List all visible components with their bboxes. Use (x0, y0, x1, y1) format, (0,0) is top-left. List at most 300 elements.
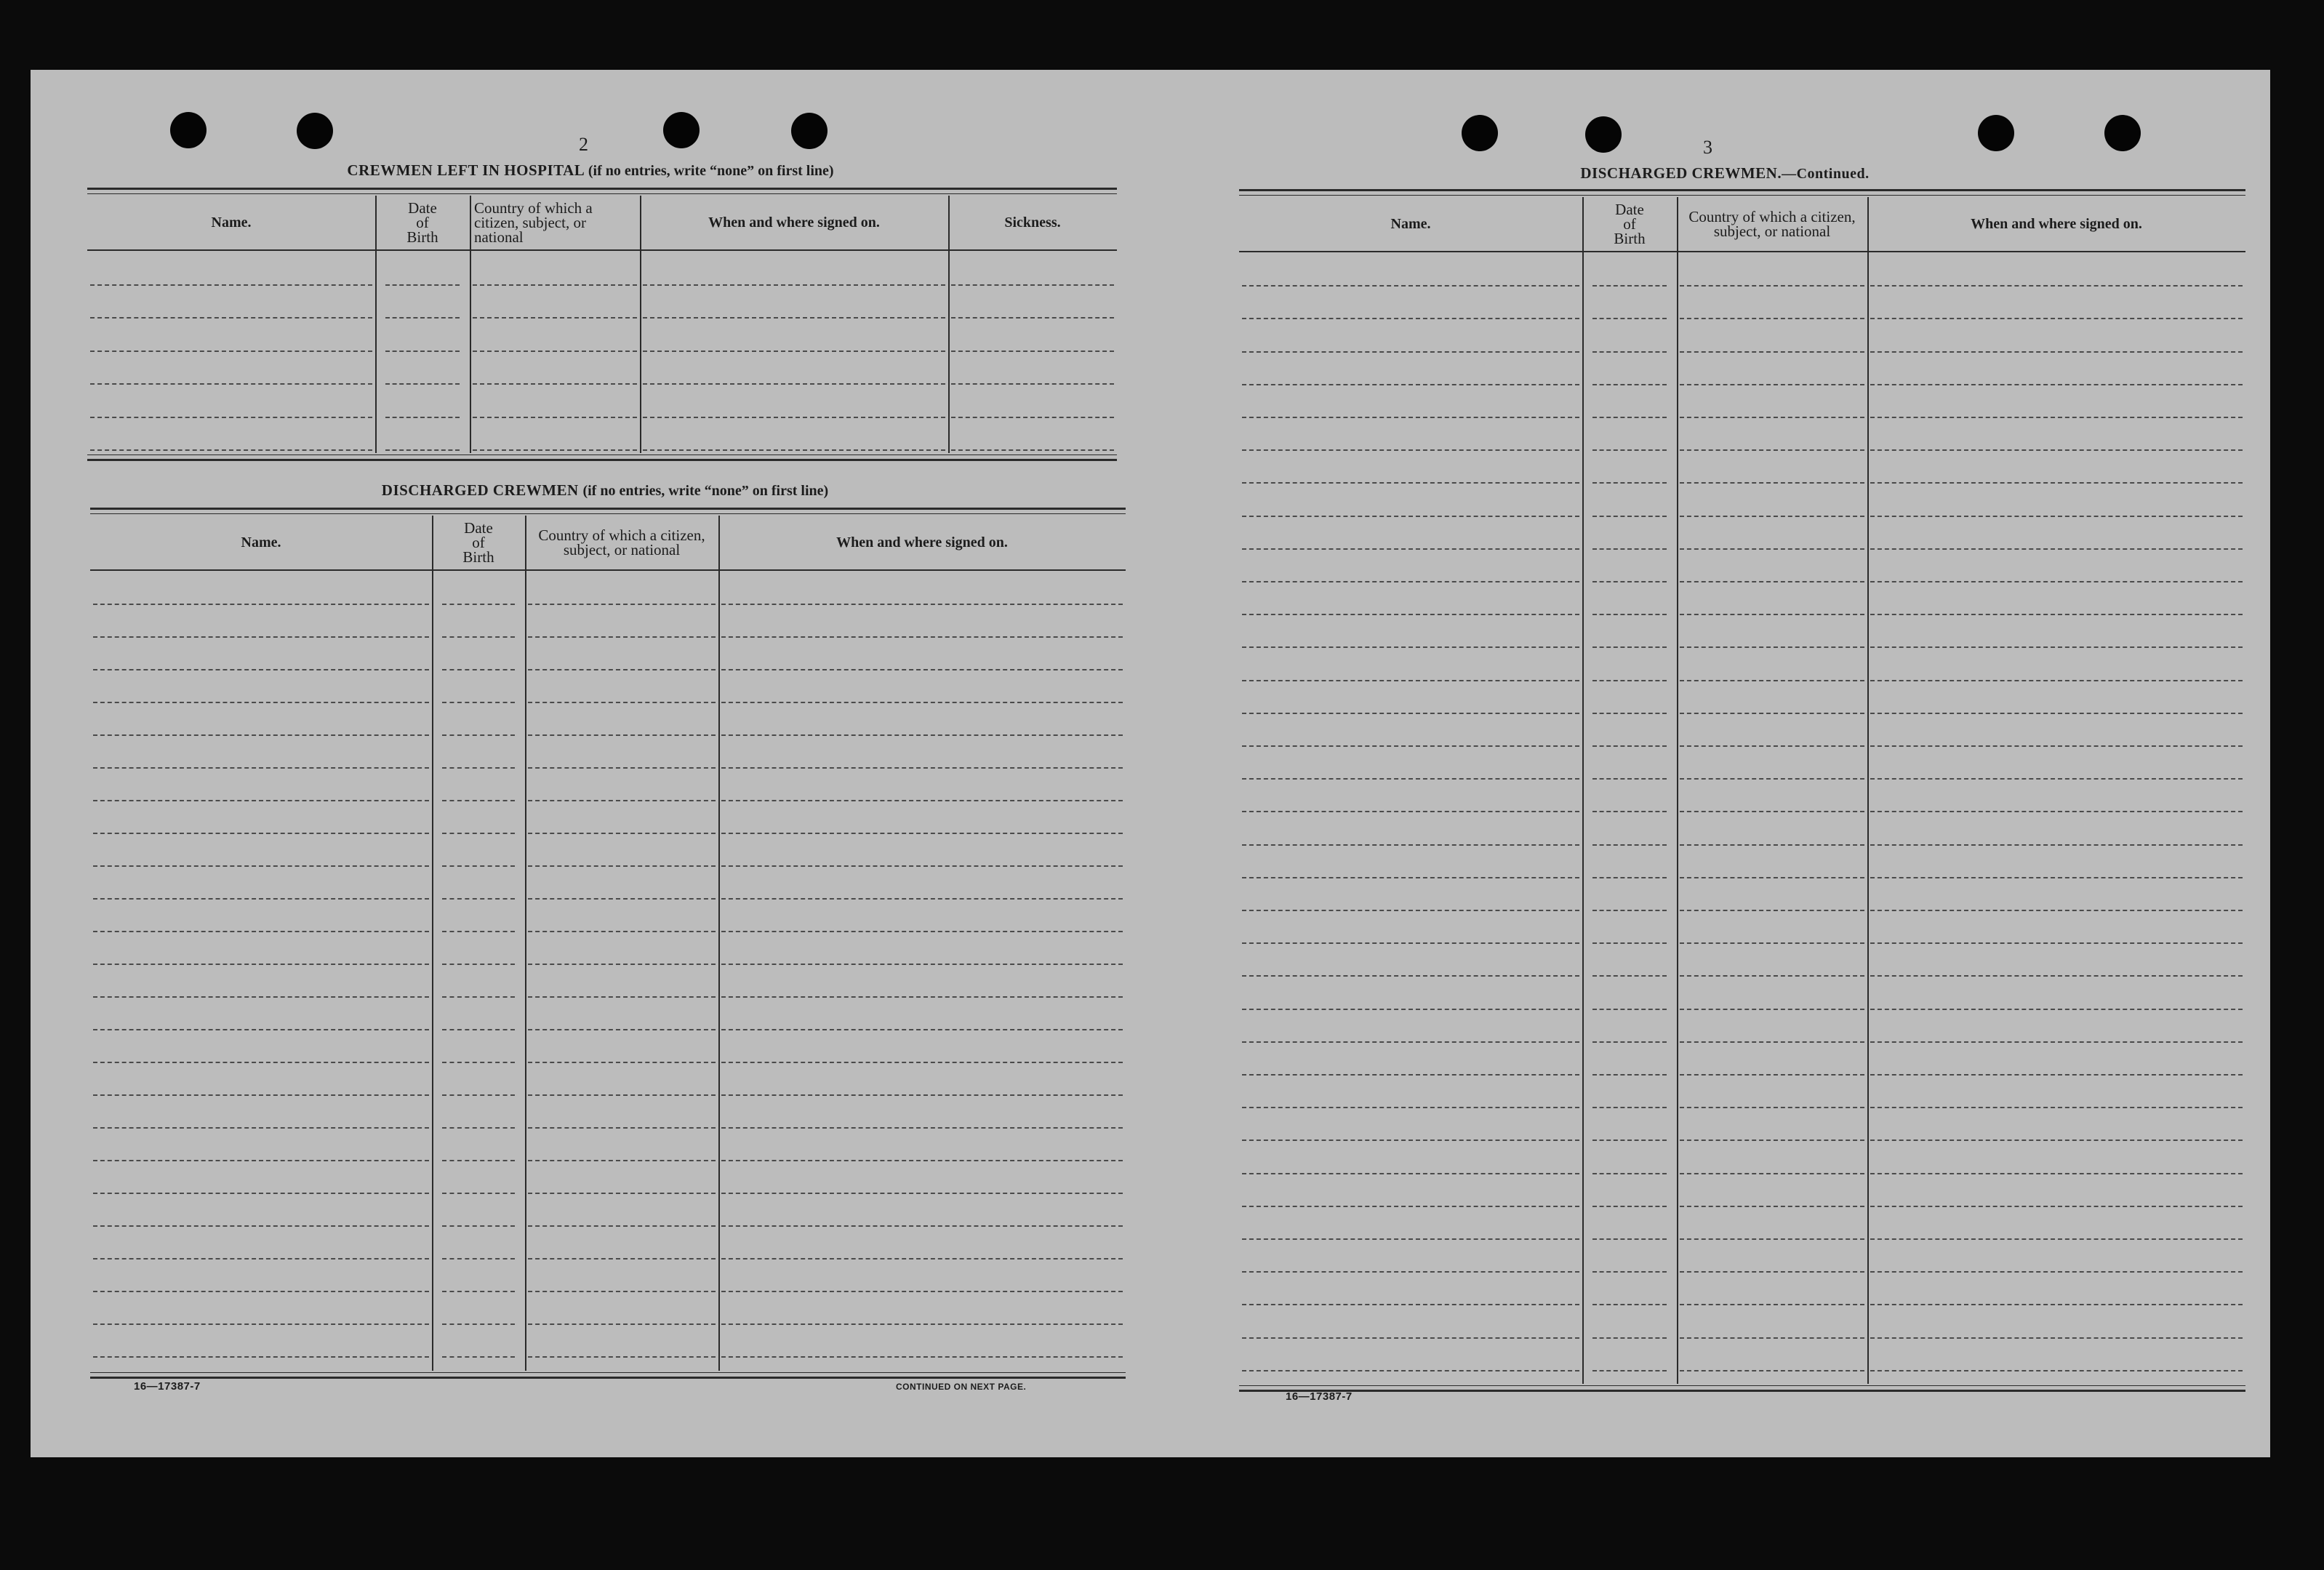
entry-line (1592, 1304, 1667, 1305)
entry-line (385, 317, 460, 319)
entry-line (442, 1127, 515, 1129)
entry-line (93, 1193, 429, 1194)
punch-hole (791, 113, 828, 149)
entry-line (1870, 1238, 2243, 1240)
entry-line (528, 767, 716, 769)
entry-line (1592, 318, 1667, 319)
entry-line (90, 284, 372, 286)
right-page (1150, 70, 2270, 1457)
entry-line (442, 1323, 515, 1325)
entry-line (1680, 1140, 1864, 1141)
entry-line (442, 636, 515, 638)
entry-line (528, 1029, 716, 1030)
entry-line (1680, 1009, 1864, 1010)
entry-line (90, 417, 372, 418)
entry-line (1242, 1337, 1579, 1339)
column-header-name: Name. (1390, 215, 1431, 232)
column-divider (640, 196, 641, 453)
column-divider (948, 196, 950, 453)
form-code: 16—17387-7 (1286, 1390, 1353, 1403)
document-sheet (31, 70, 2270, 1457)
entry-line (951, 284, 1114, 286)
entry-line (528, 669, 716, 670)
entry-line (442, 1062, 515, 1063)
discharged-table (90, 508, 1126, 1379)
column-divider (1677, 197, 1678, 1384)
entry-line (1592, 1041, 1667, 1043)
entry-line (1870, 1173, 2243, 1174)
entry-line (90, 449, 372, 451)
entry-line (1680, 877, 1864, 878)
column-header-signed-on: When and where signed on. (1971, 215, 2142, 232)
entry-line (1680, 778, 1864, 780)
entry-line (528, 996, 716, 998)
entry-line (1242, 449, 1579, 451)
entry-line (1242, 975, 1579, 977)
hospital-title-note: (if no entries, write “none” on first line) (588, 163, 834, 179)
entry-line (1870, 877, 2243, 878)
entry-line (1870, 351, 2243, 353)
entry-line (1870, 1337, 2243, 1339)
entry-line (1242, 516, 1579, 517)
entry-line (1592, 581, 1667, 582)
entry-line (721, 800, 1123, 801)
entry-line (385, 284, 460, 286)
entry-line (721, 833, 1123, 834)
entry-line (721, 1127, 1123, 1129)
column-divider (1867, 197, 1869, 1384)
entry-line (1592, 351, 1667, 353)
entry-line (528, 898, 716, 900)
entry-line (1242, 417, 1579, 418)
entry-line (442, 996, 515, 998)
entry-line (1680, 1337, 1864, 1339)
date-of-birth-label: Date of Birth (462, 519, 494, 566)
entry-line (1680, 384, 1864, 385)
entry-line (442, 898, 515, 900)
entry-line (1680, 318, 1864, 319)
entry-line (951, 317, 1114, 319)
entry-line (1680, 1206, 1864, 1207)
entry-line (528, 1160, 716, 1161)
entry-line (1870, 778, 2243, 780)
entry-line (90, 383, 372, 385)
entry-line (1680, 680, 1864, 681)
entry-line (528, 636, 716, 638)
entry-line (1592, 548, 1667, 550)
entry-line (1592, 417, 1667, 418)
entry-line (1870, 1206, 2243, 1207)
entry-line (1870, 449, 2243, 451)
entry-line (1242, 811, 1579, 812)
hospital-title-text: CREWMEN LEFT IN HOSPITAL (347, 161, 585, 179)
entry-line (442, 734, 515, 736)
entry-line (1242, 581, 1579, 582)
entry-line (442, 767, 515, 769)
entry-line (1242, 614, 1579, 615)
entry-line (721, 1029, 1123, 1030)
entry-line (528, 1291, 716, 1292)
entry-line (528, 833, 716, 834)
entry-line (951, 383, 1114, 385)
entry-line (1242, 548, 1579, 550)
entry-line (528, 865, 716, 867)
entry-line (643, 417, 945, 418)
entry-line (1870, 910, 2243, 911)
entry-line (1870, 646, 2243, 648)
left-page (31, 70, 1150, 1457)
entry-line (385, 351, 460, 352)
entry-line (93, 931, 429, 932)
entry-line (528, 1323, 716, 1325)
entry-line (1870, 745, 2243, 747)
entry-line (1592, 844, 1667, 846)
entry-line (1592, 877, 1667, 878)
entry-line (473, 383, 637, 385)
punch-hole (297, 113, 333, 149)
entry-line (1680, 713, 1864, 714)
entry-line (528, 734, 716, 736)
entry-line (1592, 1370, 1667, 1371)
entry-line (1592, 713, 1667, 714)
entry-line (1242, 680, 1579, 681)
entry-line (93, 1094, 429, 1096)
entry-line (1870, 581, 2243, 582)
entry-line (528, 1127, 716, 1129)
entry-line (1242, 1238, 1579, 1240)
entry-line (1680, 1041, 1864, 1043)
entry-line (1242, 844, 1579, 846)
entry-line (1680, 1304, 1864, 1305)
entry-line (1242, 1041, 1579, 1043)
entry-line (93, 1323, 429, 1325)
entry-line (1592, 285, 1667, 287)
entry-line (721, 865, 1123, 867)
column-header-country: Country of which a citizen, subject, or national (1688, 208, 1856, 240)
entry-line (93, 898, 429, 900)
entry-line (1592, 942, 1667, 944)
entry-line (1592, 778, 1667, 780)
entry-line (1680, 910, 1864, 911)
entry-line (442, 702, 515, 703)
column-divider (470, 196, 471, 453)
entry-line (442, 1160, 515, 1161)
entry-line (1870, 384, 2243, 385)
entry-line (1680, 1271, 1864, 1273)
entry-line (93, 767, 429, 769)
entry-line (721, 1225, 1123, 1227)
entry-line (93, 964, 429, 965)
entry-line (1680, 285, 1864, 287)
entry-line (1242, 285, 1579, 287)
entry-line (528, 964, 716, 965)
discharged-section-title (85, 481, 1125, 500)
entry-line (93, 702, 429, 703)
entry-line (442, 865, 515, 867)
entry-line (721, 996, 1123, 998)
column-divider (375, 196, 377, 453)
entry-line (721, 1258, 1123, 1259)
entry-line (643, 284, 945, 286)
entry-line (90, 317, 372, 319)
entry-line (442, 604, 515, 605)
entry-line (721, 1193, 1123, 1194)
entry-line (1242, 646, 1579, 648)
date-of-birth-label: Date of Birth (1614, 201, 1646, 247)
entry-line (1870, 548, 2243, 550)
entry-line (1242, 384, 1579, 385)
entry-line (1680, 745, 1864, 747)
entry-line (442, 1094, 515, 1096)
entry-line (1242, 877, 1579, 878)
entry-line (385, 449, 460, 451)
entry-line (1592, 1173, 1667, 1174)
entry-line (528, 1094, 716, 1096)
entry-line (385, 383, 460, 385)
entry-line (1680, 516, 1864, 517)
entry-line (721, 964, 1123, 965)
entry-line (1870, 417, 2243, 418)
entry-line (442, 1291, 515, 1292)
entry-line (1242, 713, 1579, 714)
entry-line (93, 1160, 429, 1161)
entry-line (1242, 1271, 1579, 1273)
entry-line (1680, 1173, 1864, 1174)
entry-line (643, 383, 945, 385)
entry-line (1592, 482, 1667, 484)
entry-line (1870, 942, 2243, 944)
column-divider (1582, 197, 1584, 1384)
discharged-continued-title-text: DISCHARGED CREWMEN. (1580, 164, 1782, 182)
column-header-date-of-birth (432, 516, 525, 569)
entry-line (93, 800, 429, 801)
entry-line (442, 931, 515, 932)
entry-line (1592, 1107, 1667, 1108)
entry-line (1242, 318, 1579, 319)
entry-line (528, 1356, 716, 1358)
column-divider (718, 516, 720, 1371)
entry-line (1680, 1107, 1864, 1108)
entry-line (385, 417, 460, 418)
page-number: 2 (579, 134, 588, 155)
entry-line (1870, 318, 2243, 319)
entry-line (721, 1291, 1123, 1292)
entry-line (442, 964, 515, 965)
entry-line (442, 1029, 515, 1030)
entry-line (473, 284, 637, 286)
entry-line (1870, 1107, 2243, 1108)
entry-line (721, 1160, 1123, 1161)
form-code: 16—17387-7 (134, 1380, 201, 1393)
column-header-date-of-birth (375, 196, 470, 249)
page-number: 3 (1703, 137, 1712, 158)
entry-line (1242, 1173, 1579, 1174)
entry-line (1592, 1074, 1667, 1076)
entry-line (1870, 516, 2243, 517)
discharged-title-text: DISCHARGED CREWMEN (381, 481, 579, 499)
entry-line (721, 636, 1123, 638)
entry-line (1592, 1140, 1667, 1141)
entry-line (93, 996, 429, 998)
entry-line (1870, 713, 2243, 714)
continued-label: —Continued. (1782, 166, 1870, 182)
entry-line (93, 865, 429, 867)
column-header-sickness: Sickness. (1004, 214, 1061, 231)
entry-line (93, 734, 429, 736)
entry-line (951, 417, 1114, 418)
entry-line (1592, 1206, 1667, 1207)
entry-line (1870, 482, 2243, 484)
entry-line (473, 351, 637, 352)
entry-line (1870, 285, 2243, 287)
entry-line (1592, 646, 1667, 648)
entry-line (442, 800, 515, 801)
entry-line (1680, 1238, 1864, 1240)
entry-line (93, 1062, 429, 1063)
column-header-signed-on: When and where signed on. (708, 214, 880, 231)
entry-line (1680, 1074, 1864, 1076)
entry-line (442, 833, 515, 834)
entry-line (1242, 910, 1579, 911)
entry-line (1870, 680, 2243, 681)
entry-line (528, 702, 716, 703)
punch-hole (1978, 115, 2014, 151)
entry-line (1680, 975, 1864, 977)
entry-line (93, 1225, 429, 1227)
entry-line (473, 449, 637, 451)
entry-line (473, 417, 637, 418)
entry-line (721, 604, 1123, 605)
column-divider (432, 516, 433, 1371)
entry-line (1680, 581, 1864, 582)
entry-line (93, 636, 429, 638)
entry-line (1680, 417, 1864, 418)
entry-line (528, 1258, 716, 1259)
hospital-table (87, 188, 1117, 461)
entry-line (1592, 614, 1667, 615)
entry-line (721, 1356, 1123, 1358)
entry-line (1242, 1304, 1579, 1305)
entry-line (1870, 1271, 2243, 1273)
entry-line (1680, 942, 1864, 944)
entry-line (1592, 745, 1667, 747)
entry-line (1680, 614, 1864, 615)
entry-line (951, 449, 1114, 451)
hospital-table-header (87, 196, 1117, 251)
entry-line (1242, 1370, 1579, 1371)
entry-line (473, 317, 637, 319)
entry-line (442, 669, 515, 670)
entry-line (1870, 1140, 2243, 1141)
entry-line (1592, 910, 1667, 911)
discharged-table-header (90, 516, 1126, 571)
entry-line (1242, 942, 1579, 944)
punch-hole (170, 112, 207, 148)
entry-line (643, 317, 945, 319)
entry-line (93, 1291, 429, 1292)
entry-line (93, 604, 429, 605)
entry-line (93, 669, 429, 670)
entry-line (1242, 778, 1579, 780)
column-header-name: Name. (211, 214, 252, 231)
entry-line (1242, 1009, 1579, 1010)
discharged-title-note: (if no entries, write “none” on first line) (582, 483, 829, 499)
entry-line (643, 449, 945, 451)
punch-hole (1462, 115, 1498, 151)
entry-line (1680, 449, 1864, 451)
hospital-section-title (85, 161, 1096, 180)
entry-line (721, 702, 1123, 703)
entry-line (721, 734, 1123, 736)
entry-line (1870, 1074, 2243, 1076)
entry-line (528, 1062, 716, 1063)
entry-line (528, 931, 716, 932)
column-header-country: Country of which a citizen, subject, or national (538, 526, 705, 558)
entry-line (951, 351, 1114, 352)
entry-line (1242, 351, 1579, 353)
entry-line (1870, 811, 2243, 812)
entry-line (1870, 1009, 2243, 1010)
discharged-continued-section-title (1209, 164, 2241, 183)
entry-line (1680, 482, 1864, 484)
punch-hole (1585, 116, 1622, 153)
entry-line (442, 1193, 515, 1194)
entry-line (1242, 1140, 1579, 1141)
entry-line (1870, 1041, 2243, 1043)
entry-line (1870, 1370, 2243, 1371)
entry-line (1592, 1337, 1667, 1339)
entry-line (1680, 548, 1864, 550)
entry-line (721, 1062, 1123, 1063)
entry-line (442, 1356, 515, 1358)
entry-line (1242, 482, 1579, 484)
discharged-continued-table (1239, 189, 2245, 1392)
entry-line (1242, 1107, 1579, 1108)
entry-line (1680, 646, 1864, 648)
entry-line (1592, 1009, 1667, 1010)
punch-hole (663, 112, 700, 148)
entry-line (1592, 516, 1667, 517)
entry-line (1680, 1370, 1864, 1371)
entry-line (1680, 811, 1864, 812)
entry-line (1680, 351, 1864, 353)
entry-line (93, 1029, 429, 1030)
entry-line (528, 604, 716, 605)
entry-line (721, 1094, 1123, 1096)
entry-line (1592, 811, 1667, 812)
entry-line (1592, 1271, 1667, 1273)
entry-line (1242, 1206, 1579, 1207)
entry-line (1592, 975, 1667, 977)
entry-line (1592, 680, 1667, 681)
entry-line (442, 1225, 515, 1227)
entry-line (1870, 844, 2243, 846)
entry-line (1242, 1074, 1579, 1076)
entry-line (721, 898, 1123, 900)
entry-line (1592, 384, 1667, 385)
entry-line (721, 931, 1123, 932)
entry-line (93, 833, 429, 834)
punch-hole (2104, 115, 2141, 151)
entry-line (93, 1356, 429, 1358)
continued-on-next-page-note: CONTINUED ON NEXT PAGE. (896, 1382, 1027, 1392)
entry-line (1242, 745, 1579, 747)
column-header-signed-on: When and where signed on. (836, 534, 1008, 550)
entry-line (442, 1258, 515, 1259)
discharged-continued-table-header (1239, 197, 2245, 252)
entry-line (1592, 1238, 1667, 1240)
entry-line (721, 669, 1123, 670)
